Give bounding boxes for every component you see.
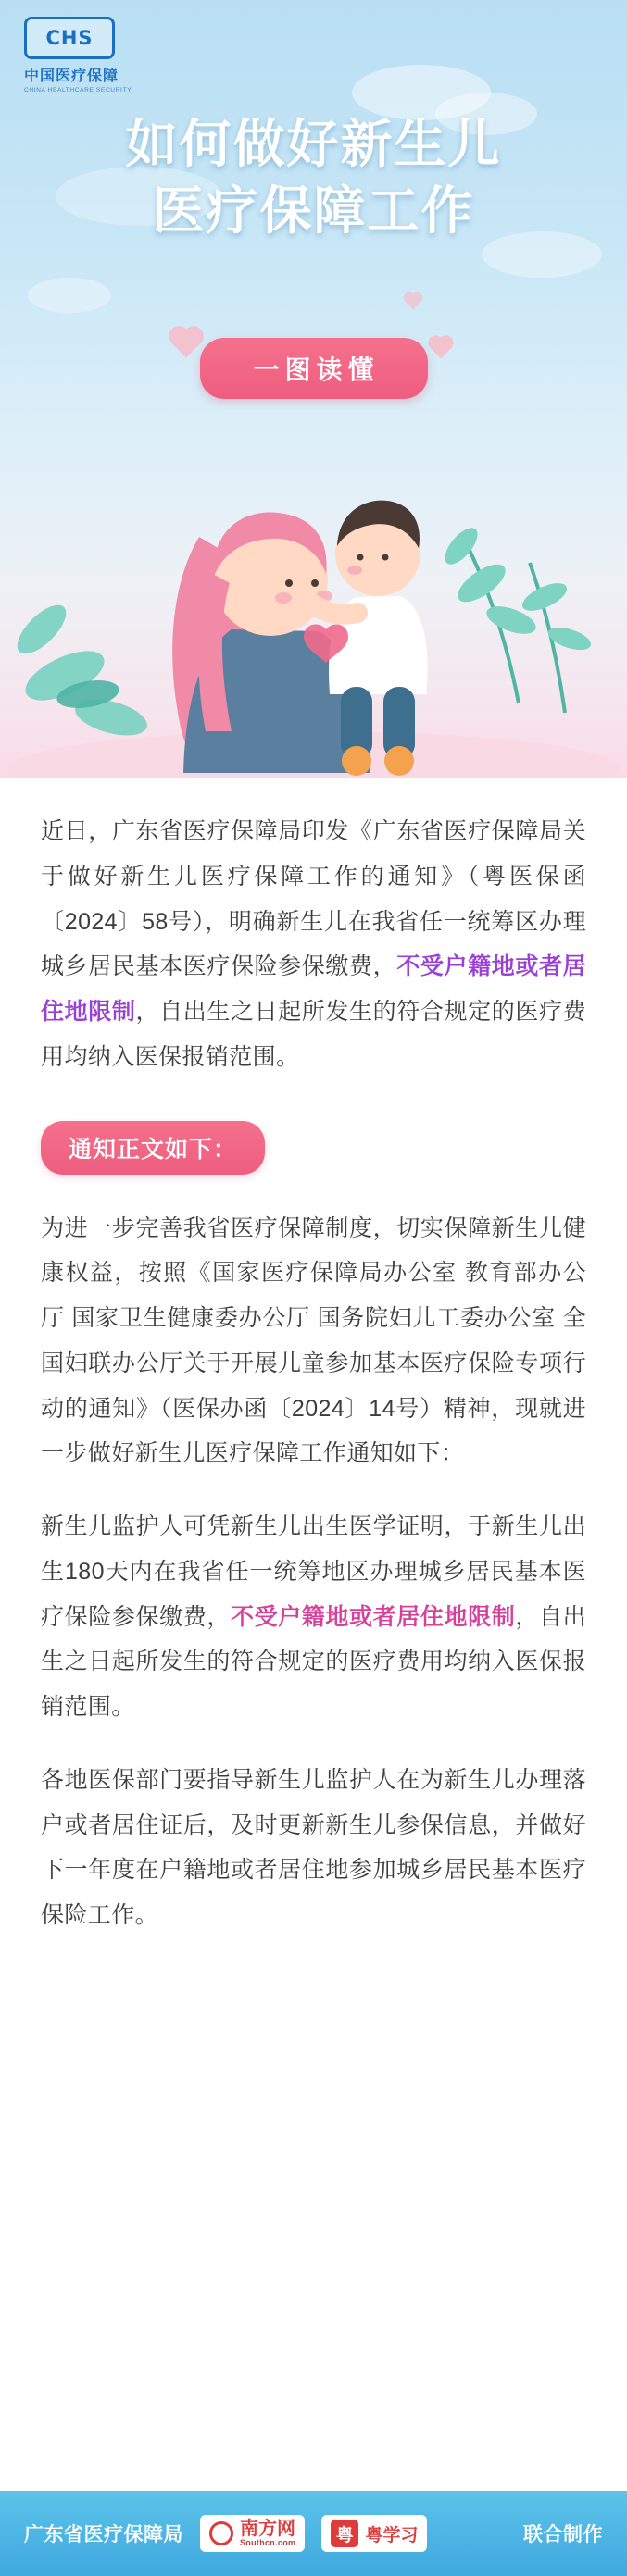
hero-badge: 一图读懂 xyxy=(199,338,427,399)
body2-highlight: 不受户籍地或者居住地限制 xyxy=(230,1603,516,1630)
body-paragraph-1: 为进一步完善我省医疗保障制度，切实保障新生儿健康权益，按照《国家医疗保障局办公室 教育部办公厅 国家卫生健康委办公厅 国务院妇儿工委办公室 全国妇联办公厅关于开展儿童参加基本医疗保险专项行动的通知》（医保办函〔2024〕14号）精神，现就进一步做好新生儿医疗保障工作通知如下： xyxy=(41,1214,586,1467)
chs-logo xyxy=(24,17,200,93)
body2-part2: ，自出生之日起所发生的符合规定的医疗费用均纳入医保报销范围。 xyxy=(41,1603,587,1720)
southcn-logo[interactable] xyxy=(200,2515,305,2552)
footer-joint-label: 联合制作 xyxy=(523,2524,603,2545)
heart-icon xyxy=(431,338,452,359)
body-paragraph-3: 各地医保部门要指导新生儿监护人在为新生儿办理落户或者居住证后，及时更新新生儿参保信息，并做好下一年度在户籍地或者居住地参加城乡居民基本医疗保险工作。 xyxy=(41,1766,586,1928)
cloud-decoration xyxy=(28,278,111,313)
heart-icon xyxy=(171,329,200,357)
chs-logo-mark: CHS xyxy=(24,17,115,59)
page-title xyxy=(0,111,627,243)
intro-highlight: 不受户籍地或者居住地限制 xyxy=(41,953,586,1025)
body-paragraph-2 xyxy=(41,1504,586,1730)
southcn-en: Southcn.com xyxy=(240,2537,296,2547)
page-title-line2: 医疗保障工作 xyxy=(152,180,475,240)
yuexuexi-name: 粤学习 xyxy=(365,2525,419,2545)
footer-org: 广东省医疗保障局 xyxy=(24,2524,183,2545)
yue-mark-icon: 粤 xyxy=(331,2520,358,2547)
body2-part1: 新生儿监护人可凭新生儿出生医学证明，于新生儿出生180天内在我省任一统筹地区办理城乡居民基本医疗保险参保缴费， xyxy=(41,1513,586,1630)
yuexuexi-logo[interactable] xyxy=(321,2515,427,2552)
intro-part2: ，自出生之日起所发生的符合规定的医疗费用均纳入医保报销范围。 xyxy=(41,999,586,1070)
heart-icon xyxy=(406,294,421,310)
mother-and-child-illustration xyxy=(0,398,627,778)
hero-section xyxy=(0,0,627,778)
section-badge: 通知正文如下： xyxy=(41,1121,265,1175)
chs-logo-cn: 中国医疗保障 xyxy=(24,68,119,84)
intro-paragraph xyxy=(41,809,586,1080)
page-title-line1: 如何做好新生儿 xyxy=(125,115,502,173)
intro-part1: 近日，广东省医疗保障局印发《广东省医疗保障局关于做好新生儿医疗保障工作的通知》（粤医保函〔2024〕58号），明确新生儿在我省任一统筹区办理城乡居民基本医疗保险参保缴费， xyxy=(41,818,586,980)
southcn-name: 南方网 xyxy=(240,2518,295,2539)
article-content xyxy=(0,778,627,1966)
chs-logo-en: CHINA HEALTHCARE SECURITY xyxy=(24,87,132,93)
circle-icon xyxy=(209,2521,233,2545)
footer-bar xyxy=(0,2491,627,2576)
